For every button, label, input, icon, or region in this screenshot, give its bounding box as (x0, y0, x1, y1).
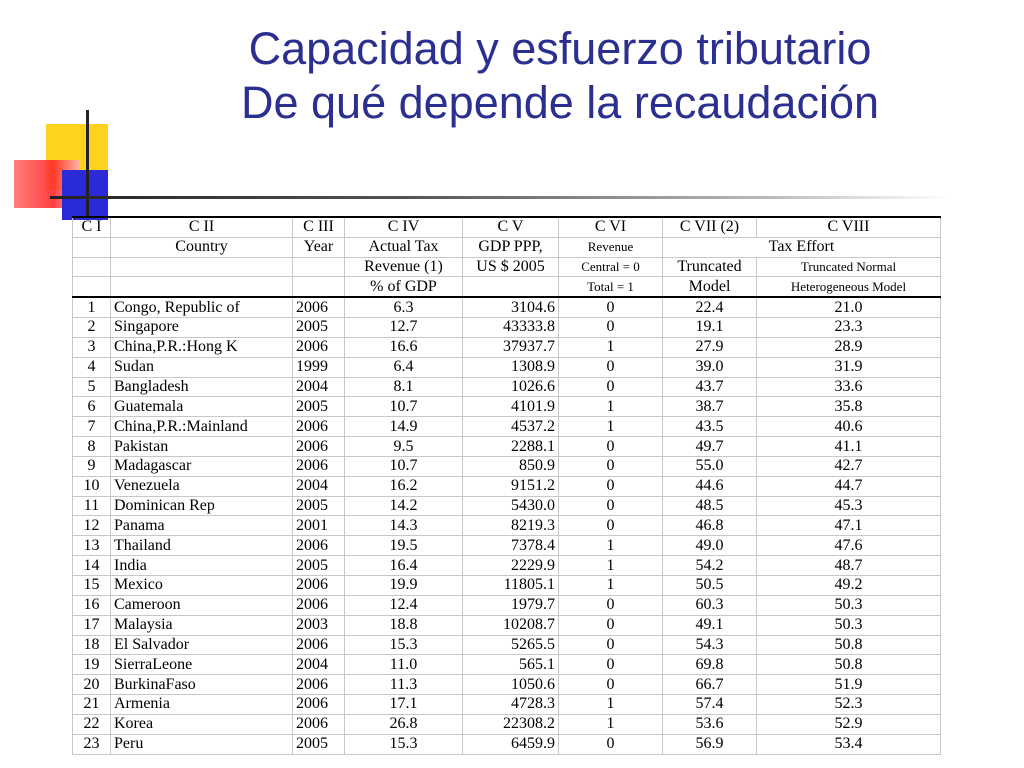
cell-country: Bangladesh (111, 377, 293, 397)
cell-year: 2006 (293, 595, 345, 615)
header-cell-empty (73, 257, 111, 277)
cell-truncated-model: 22.4 (663, 297, 757, 317)
cell-gdp: 11805.1 (463, 576, 559, 596)
table-header (73, 217, 941, 297)
cell-truncated-model: 57.4 (663, 695, 757, 715)
table-row (73, 476, 941, 496)
cell-actual-tax: 11.0 (345, 655, 463, 675)
cell-gdp: 8219.3 (463, 516, 559, 536)
cell-rank: 20 (73, 675, 111, 695)
slide-title (160, 22, 960, 130)
cell-year: 1999 (293, 357, 345, 377)
cell-year: 2001 (293, 516, 345, 536)
cell-truncated-normal: 50.8 (757, 635, 941, 655)
header-tax-effort: Tax Effort (663, 237, 941, 257)
cell-gdp: 4728.3 (463, 695, 559, 715)
cell-actual-tax: 18.8 (345, 615, 463, 635)
cell-gdp: 4101.9 (463, 397, 559, 417)
cell-year: 2006 (293, 456, 345, 476)
cell-actual-tax: 10.7 (345, 397, 463, 417)
header-row-1 (73, 237, 941, 257)
cell-gdp: 37937.7 (463, 337, 559, 357)
cell-country: Pakistan (111, 437, 293, 457)
cell-country: Cameroon (111, 595, 293, 615)
cell-rank: 14 (73, 556, 111, 576)
cell-year: 2006 (293, 695, 345, 715)
cell-year: 2006 (293, 576, 345, 596)
cell-revenue-level: 0 (559, 456, 663, 476)
cell-gdp: 850.9 (463, 456, 559, 476)
cell-year: 2005 (293, 397, 345, 417)
cell-revenue-level: 1 (559, 695, 663, 715)
cell-country: Madagascar (111, 456, 293, 476)
tax-effort-table-wrapper (72, 216, 941, 755)
cell-revenue-level: 0 (559, 357, 663, 377)
cell-gdp: 43333.8 (463, 318, 559, 338)
cell-truncated-normal: 52.3 (757, 695, 941, 715)
cell-actual-tax: 8.1 (345, 377, 463, 397)
cell-gdp: 6459.9 (463, 734, 559, 754)
header-row-codes (73, 217, 941, 237)
cell-actual-tax: 9.5 (345, 437, 463, 457)
cell-truncated-model: 48.5 (663, 496, 757, 516)
cell-gdp: 2288.1 (463, 437, 559, 457)
cell-country: Venezuela (111, 476, 293, 496)
header-revenue-2: Central = 0 (559, 257, 663, 277)
cell-rank: 21 (73, 695, 111, 715)
table-row (73, 734, 941, 754)
cell-truncated-normal: 44.7 (757, 476, 941, 496)
cell-truncated-normal: 23.3 (757, 318, 941, 338)
cell-gdp: 5430.0 (463, 496, 559, 516)
cell-actual-tax: 16.2 (345, 476, 463, 496)
cell-truncated-normal: 49.2 (757, 576, 941, 596)
cell-year: 2006 (293, 635, 345, 655)
cell-actual-tax: 19.5 (345, 536, 463, 556)
cell-year: 2005 (293, 318, 345, 338)
cell-rank: 16 (73, 595, 111, 615)
header-cell-empty (73, 237, 111, 257)
cell-rank: 7 (73, 417, 111, 437)
cell-revenue-level: 0 (559, 496, 663, 516)
header-country: Country (111, 237, 293, 257)
cell-truncated-normal: 35.8 (757, 397, 941, 417)
cell-gdp: 7378.4 (463, 536, 559, 556)
cell-rank: 18 (73, 635, 111, 655)
cell-truncated-model: 19.1 (663, 318, 757, 338)
cell-truncated-model: 54.3 (663, 635, 757, 655)
cell-country: China,P.R.:Mainland (111, 417, 293, 437)
cell-actual-tax: 14.9 (345, 417, 463, 437)
table-row (73, 556, 941, 576)
cell-truncated-normal: 53.4 (757, 734, 941, 754)
cell-actual-tax: 6.3 (345, 297, 463, 317)
cell-rank: 15 (73, 576, 111, 596)
cell-rank: 12 (73, 516, 111, 536)
cell-revenue-level: 0 (559, 734, 663, 754)
cell-gdp: 10208.7 (463, 615, 559, 635)
cell-truncated-normal: 21.0 (757, 297, 941, 317)
table-row (73, 655, 941, 675)
cell-year: 2004 (293, 655, 345, 675)
cell-year: 2006 (293, 417, 345, 437)
header-truncated-normal-2: Heterogeneous Model (757, 277, 941, 297)
cell-truncated-model: 69.8 (663, 655, 757, 675)
header-truncated-2: Model (663, 277, 757, 297)
header-cell-empty (111, 257, 293, 277)
cell-year: 2006 (293, 675, 345, 695)
cell-truncated-normal: 47.1 (757, 516, 941, 536)
table-row (73, 635, 941, 655)
cell-country: BurkinaFaso (111, 675, 293, 695)
header-row-3 (73, 277, 941, 297)
cell-country: China,P.R.:Hong K (111, 337, 293, 357)
cell-revenue-level: 0 (559, 516, 663, 536)
table-row (73, 456, 941, 476)
cell-revenue-level: 1 (559, 397, 663, 417)
col-code: C VII (2) (663, 217, 757, 237)
table-row (73, 357, 941, 377)
cell-revenue-level: 1 (559, 714, 663, 734)
cell-rank: 8 (73, 437, 111, 457)
cell-country: Malaysia (111, 615, 293, 635)
header-cell-empty (73, 277, 111, 297)
cell-actual-tax: 17.1 (345, 695, 463, 715)
cell-revenue-level: 0 (559, 655, 663, 675)
col-code: C IV (345, 217, 463, 237)
cell-rank: 5 (73, 377, 111, 397)
cell-truncated-normal: 33.6 (757, 377, 941, 397)
cell-revenue-level: 0 (559, 437, 663, 457)
cell-rank: 4 (73, 357, 111, 377)
cell-gdp: 1050.6 (463, 675, 559, 695)
table-row (73, 695, 941, 715)
cell-rank: 13 (73, 536, 111, 556)
cell-truncated-model: 49.1 (663, 615, 757, 635)
header-truncated: Truncated (663, 257, 757, 277)
decor-vertical-line (86, 110, 89, 216)
cell-truncated-model: 49.7 (663, 437, 757, 457)
col-code: C VI (559, 217, 663, 237)
cell-truncated-model: 50.5 (663, 576, 757, 596)
cell-country: Armenia (111, 695, 293, 715)
cell-truncated-normal: 50.8 (757, 655, 941, 675)
cell-gdp: 3104.6 (463, 297, 559, 317)
header-revenue-3: Total = 1 (559, 277, 663, 297)
cell-year: 2006 (293, 536, 345, 556)
cell-year: 2006 (293, 437, 345, 457)
cell-revenue-level: 0 (559, 476, 663, 496)
cell-actual-tax: 15.3 (345, 734, 463, 754)
tax-effort-table (72, 216, 941, 755)
cell-revenue-level: 0 (559, 297, 663, 317)
cell-gdp: 1308.9 (463, 357, 559, 377)
cell-year: 2005 (293, 496, 345, 516)
cell-gdp: 5265.5 (463, 635, 559, 655)
table-row (73, 615, 941, 635)
cell-gdp: 9151.2 (463, 476, 559, 496)
cell-truncated-normal: 42.7 (757, 456, 941, 476)
header-cell-empty (293, 277, 345, 297)
cell-country: Congo, Republic of (111, 297, 293, 317)
cell-gdp: 22308.2 (463, 714, 559, 734)
cell-truncated-model: 38.7 (663, 397, 757, 417)
cell-actual-tax: 15.3 (345, 635, 463, 655)
cell-truncated-normal: 40.6 (757, 417, 941, 437)
cell-rank: 3 (73, 337, 111, 357)
table-row (73, 516, 941, 536)
header-actual-tax-2: Revenue (1) (345, 257, 463, 277)
cell-revenue-level: 0 (559, 595, 663, 615)
cell-actual-tax: 19.9 (345, 576, 463, 596)
cell-rank: 2 (73, 318, 111, 338)
cell-country: SierraLeone (111, 655, 293, 675)
cell-actual-tax: 10.7 (345, 456, 463, 476)
header-cell-empty (463, 277, 559, 297)
cell-country: Thailand (111, 536, 293, 556)
cell-gdp: 1979.7 (463, 595, 559, 615)
table-row (73, 576, 941, 596)
cell-rank: 11 (73, 496, 111, 516)
cell-truncated-normal: 45.3 (757, 496, 941, 516)
header-truncated-normal: Truncated Normal (757, 257, 941, 277)
cell-year: 2005 (293, 556, 345, 576)
cell-truncated-model: 53.6 (663, 714, 757, 734)
cell-revenue-level: 1 (559, 576, 663, 596)
cell-country: Panama (111, 516, 293, 536)
cell-truncated-model: 56.9 (663, 734, 757, 754)
header-cell-empty (111, 277, 293, 297)
cell-gdp: 565.1 (463, 655, 559, 675)
cell-revenue-level: 0 (559, 615, 663, 635)
cell-rank: 9 (73, 456, 111, 476)
cell-year: 2006 (293, 337, 345, 357)
cell-revenue-level: 0 (559, 635, 663, 655)
table-row (73, 417, 941, 437)
cell-rank: 1 (73, 297, 111, 317)
table-row (73, 536, 941, 556)
slide-title-line-2: De qué depende la recaudación (241, 77, 879, 128)
cell-truncated-model: 43.5 (663, 417, 757, 437)
cell-year: 2006 (293, 714, 345, 734)
cell-rank: 23 (73, 734, 111, 754)
cell-actual-tax: 6.4 (345, 357, 463, 377)
table-row (73, 397, 941, 417)
cell-actual-tax: 16.4 (345, 556, 463, 576)
cell-truncated-normal: 28.9 (757, 337, 941, 357)
cell-country: Guatemala (111, 397, 293, 417)
table-row (73, 377, 941, 397)
header-row-2 (73, 257, 941, 277)
header-cell-empty (293, 257, 345, 277)
cell-actual-tax: 26.8 (345, 714, 463, 734)
cell-truncated-normal: 41.1 (757, 437, 941, 457)
table-body (73, 297, 941, 754)
cell-country: Korea (111, 714, 293, 734)
cell-country: Mexico (111, 576, 293, 596)
decor-horizontal-line (50, 196, 950, 199)
cell-truncated-model: 44.6 (663, 476, 757, 496)
table-row (73, 714, 941, 734)
cell-country: India (111, 556, 293, 576)
cell-truncated-normal: 47.6 (757, 536, 941, 556)
cell-country: Dominican Rep (111, 496, 293, 516)
cell-truncated-normal: 50.3 (757, 615, 941, 635)
cell-truncated-model: 43.7 (663, 377, 757, 397)
cell-actual-tax: 14.3 (345, 516, 463, 536)
cell-truncated-model: 27.9 (663, 337, 757, 357)
cell-truncated-model: 46.8 (663, 516, 757, 536)
table-row (73, 675, 941, 695)
slide-title-line-1: Capacidad y esfuerzo tributario (248, 23, 872, 74)
cell-truncated-model: 54.2 (663, 556, 757, 576)
col-code: C VIII (757, 217, 941, 237)
table-row (73, 437, 941, 457)
cell-revenue-level: 1 (559, 556, 663, 576)
cell-year: 2004 (293, 377, 345, 397)
cell-country: Sudan (111, 357, 293, 377)
cell-truncated-normal: 48.7 (757, 556, 941, 576)
col-code: C II (111, 217, 293, 237)
cell-actual-tax: 14.2 (345, 496, 463, 516)
cell-revenue-level: 1 (559, 337, 663, 357)
header-actual-tax-3: % of GDP (345, 277, 463, 297)
col-code: C I (73, 217, 111, 237)
cell-revenue-level: 0 (559, 377, 663, 397)
cell-truncated-model: 39.0 (663, 357, 757, 377)
cell-truncated-normal: 50.3 (757, 595, 941, 615)
cell-year: 2005 (293, 734, 345, 754)
header-actual-tax: Actual Tax (345, 237, 463, 257)
header-gdp: GDP PPP, (463, 237, 559, 257)
table-row (73, 318, 941, 338)
cell-actual-tax: 12.4 (345, 595, 463, 615)
col-code: C V (463, 217, 559, 237)
cell-gdp: 2229.9 (463, 556, 559, 576)
header-year: Year (293, 237, 345, 257)
table-row (73, 496, 941, 516)
cell-truncated-model: 55.0 (663, 456, 757, 476)
cell-year: 2004 (293, 476, 345, 496)
cell-year: 2003 (293, 615, 345, 635)
cell-truncated-model: 66.7 (663, 675, 757, 695)
cell-rank: 19 (73, 655, 111, 675)
cell-revenue-level: 0 (559, 675, 663, 695)
cell-rank: 10 (73, 476, 111, 496)
cell-gdp: 1026.6 (463, 377, 559, 397)
cell-country: El Salvador (111, 635, 293, 655)
cell-actual-tax: 12.7 (345, 318, 463, 338)
table-row (73, 297, 941, 317)
cell-gdp: 4537.2 (463, 417, 559, 437)
cell-truncated-normal: 51.9 (757, 675, 941, 695)
table-row (73, 337, 941, 357)
cell-truncated-normal: 31.9 (757, 357, 941, 377)
col-code: C III (293, 217, 345, 237)
cell-rank: 17 (73, 615, 111, 635)
table-row (73, 595, 941, 615)
cell-revenue-level: 1 (559, 417, 663, 437)
cell-year: 2006 (293, 297, 345, 317)
cell-truncated-normal: 52.9 (757, 714, 941, 734)
decor-blue-square (62, 170, 108, 220)
cell-rank: 6 (73, 397, 111, 417)
cell-rank: 22 (73, 714, 111, 734)
cell-truncated-model: 49.0 (663, 536, 757, 556)
cell-country: Singapore (111, 318, 293, 338)
cell-revenue-level: 0 (559, 318, 663, 338)
cell-revenue-level: 1 (559, 536, 663, 556)
cell-actual-tax: 11.3 (345, 675, 463, 695)
header-revenue: Revenue (559, 237, 663, 257)
header-gdp-2: US $ 2005 (463, 257, 559, 277)
cell-truncated-model: 60.3 (663, 595, 757, 615)
cell-actual-tax: 16.6 (345, 337, 463, 357)
cell-country: Peru (111, 734, 293, 754)
